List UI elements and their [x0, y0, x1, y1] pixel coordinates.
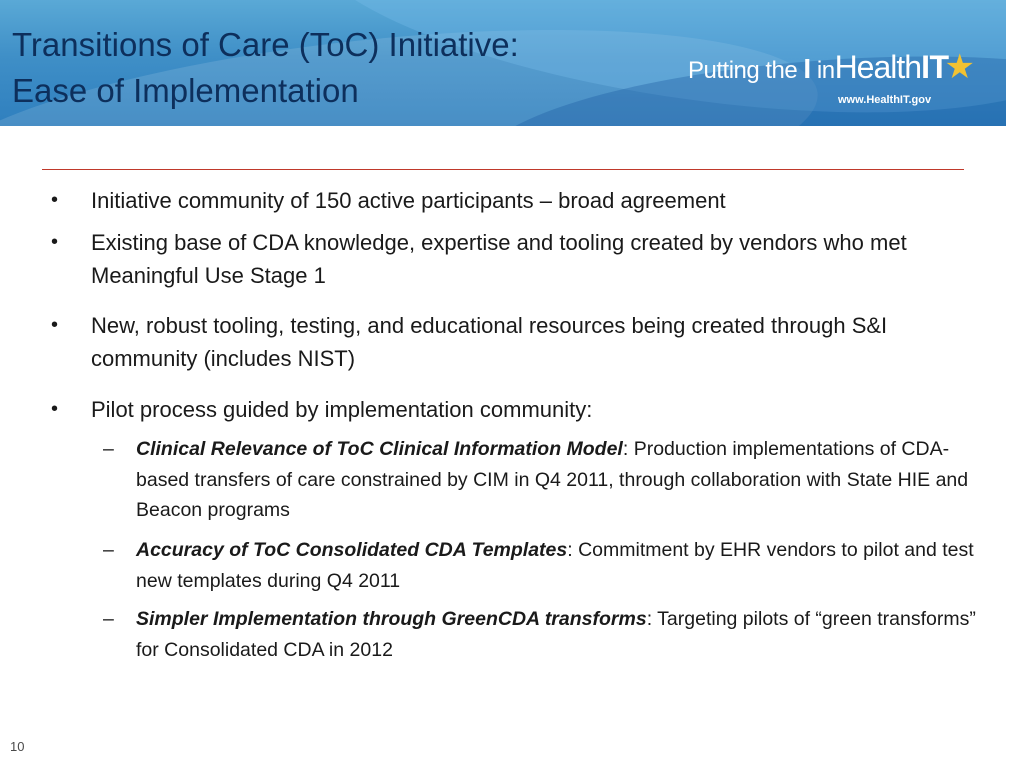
bullet-item: [51, 393, 971, 426]
sub-bullet-text: : Production implementations of CDA-based transfers of care constrained by CIM in Q4 2011, through collaboration with State HIE and Beacon programs: [136, 438, 969, 521]
sub-bullet-emphasis: Accuracy of ToC Consolidated CDA Templates: [136, 539, 568, 561]
logo-url: www.HealthIT.gov: [838, 94, 932, 106]
star-icon: ★: [944, 48, 975, 86]
bullet-marker: •: [51, 398, 59, 420]
bullet-text: Existing base of CDA knowledge, expertise and tooling created by vendors who met Meaningful Use Stage 1: [91, 230, 907, 288]
bullet-text: Initiative community of 150 active participants – broad agreement: [91, 188, 726, 213]
bullet-item: [51, 184, 971, 217]
slide-title-line1: Transitions of Care (ToC) Initiative:: [12, 26, 519, 63]
sub-bullet-marker: –: [103, 539, 114, 561]
sub-bullet-marker: –: [103, 608, 114, 630]
bullet-marker: •: [51, 231, 59, 253]
bullet-item: [51, 309, 971, 375]
sub-bullet-item: [103, 434, 976, 526]
sub-bullet-marker: –: [103, 438, 114, 460]
slide-title-line2: Ease of Implementation: [12, 72, 359, 109]
bullet-text: New, robust tooling, testing, and educational resources being created through S&I community (includes NIST): [91, 313, 888, 371]
sub-bullet-item: [103, 535, 976, 596]
healthit-logo: [688, 48, 988, 112]
logo-wordmark: [688, 48, 988, 86]
logo-i: I: [803, 53, 811, 84]
logo-in: in: [816, 57, 835, 84]
slide-number: 10: [10, 739, 25, 754]
sub-bullet-text: : Commitment by EHR vendors to pilot and test new templates during Q4 2011: [136, 539, 974, 592]
logo-putting-the: Putting the: [688, 57, 798, 84]
logo-health: Health: [834, 49, 922, 85]
logo-it: IT: [921, 49, 949, 85]
bullet-marker: •: [51, 314, 59, 336]
sub-bullet-emphasis: Clinical Relevance of ToC Clinical Information Model: [136, 438, 623, 460]
title-divider: [42, 169, 964, 170]
sub-bullet-text: : Targeting pilots of “green transforms” for Consolidated CDA in 2012: [136, 608, 976, 661]
bullet-item: [51, 226, 971, 292]
header-banner: [0, 0, 1006, 126]
bullet-marker: •: [51, 189, 59, 211]
sub-bullet-emphasis: Simpler Implementation through GreenCDA transforms: [136, 608, 647, 630]
slide-title: [12, 22, 519, 114]
bullet-text: Pilot process guided by implementation community:: [91, 397, 593, 422]
sub-bullet-item: [103, 604, 976, 665]
